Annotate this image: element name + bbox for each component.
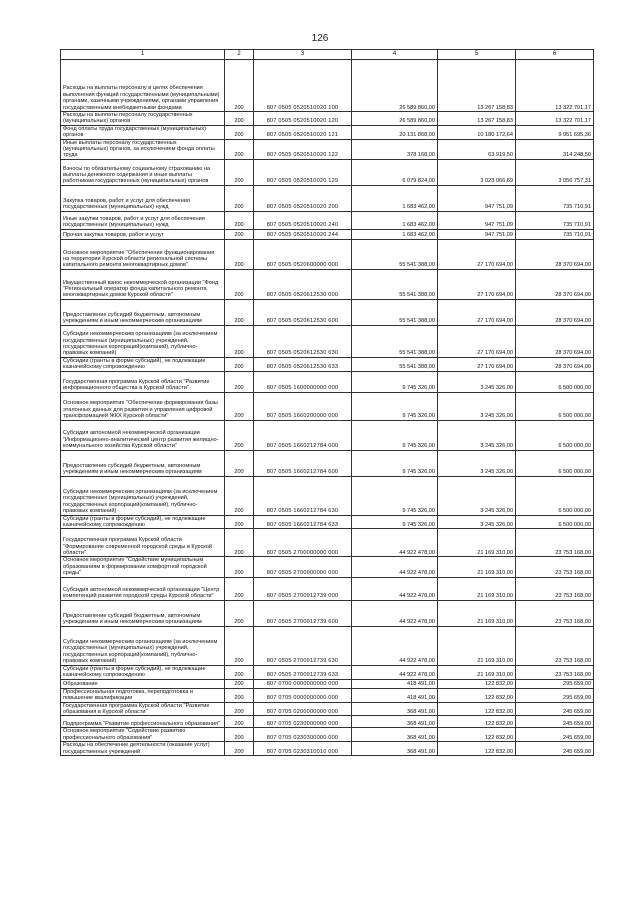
cell-code: 807 0505 0520612530 600 bbox=[254, 299, 352, 325]
cell-code: 807 0505 1660212784 600 bbox=[254, 450, 352, 476]
cell-value-2: 3 245 326,00 bbox=[438, 392, 516, 420]
cell-value-2: 947 751,09 bbox=[438, 229, 516, 239]
cell-name: Подпрограмма "Развитие профессионального образования" bbox=[61, 716, 225, 728]
column-header: 2 bbox=[225, 50, 254, 60]
cell-name: Государственная программа Курской области "Формирование современной городской среды в Курской области" bbox=[61, 529, 225, 557]
cell-value-3: 23 753 168,00 bbox=[516, 665, 594, 679]
cell-grbs: 200 bbox=[225, 239, 254, 269]
cell-value-3: 6 500 000,00 bbox=[516, 476, 594, 515]
cell-grbs: 200 bbox=[225, 702, 254, 716]
cell-grbs: 200 bbox=[225, 450, 254, 476]
cell-code: 807 0705 0230000000 000 bbox=[254, 716, 352, 728]
cell-grbs: 200 bbox=[225, 211, 254, 229]
cell-value-2: 21 169 310,00 bbox=[438, 600, 516, 626]
cell-code: 807 0505 2700000000 000 bbox=[254, 529, 352, 557]
column-header: 4 bbox=[352, 50, 438, 60]
cell-name: Расходы на выплаты персоналу в целях обеспечения выполнения функций государственными (муниципальными) органами, казенными учреждениями, органами управления государственными внебюджетными фондами bbox=[61, 60, 225, 112]
cell-value-1: 368 491,00 bbox=[352, 728, 438, 742]
cell-value-1: 9 745 326,00 bbox=[352, 420, 438, 450]
cell-name: Предоставление субсидий бюджетным, автономным учреждениям и иным некоммерческим организациям bbox=[61, 299, 225, 325]
table-row bbox=[61, 325, 594, 357]
table-row bbox=[61, 515, 594, 529]
cell-value-1: 55 541 388,00 bbox=[352, 269, 438, 299]
cell-value-3: 295 659,00 bbox=[516, 679, 594, 688]
cell-code: 807 0505 0520612530 000 bbox=[254, 269, 352, 299]
cell-value-1: 1 683 462,00 bbox=[352, 211, 438, 229]
cell-value-2: 21 169 310,00 bbox=[438, 577, 516, 600]
cell-grbs: 200 bbox=[225, 476, 254, 515]
cell-value-1: 9 745 326,00 bbox=[352, 392, 438, 420]
cell-grbs: 200 bbox=[225, 716, 254, 728]
cell-value-2: 122 832,00 bbox=[438, 728, 516, 742]
cell-value-1: 55 541 388,00 bbox=[352, 239, 438, 269]
cell-value-1: 44 922 478,00 bbox=[352, 577, 438, 600]
cell-name: Расходы на выплаты персоналу государственных (муниципальных) органов bbox=[61, 112, 225, 126]
cell-grbs: 200 bbox=[225, 139, 254, 159]
cell-value-2: 3 023 066,69 bbox=[438, 159, 516, 185]
cell-code: 807 0505 0520510020 122 bbox=[254, 139, 352, 159]
cell-value-1: 20 131 868,00 bbox=[352, 125, 438, 139]
cell-name: Субсидии некоммерческим организациям (за исключением государственных (муниципальных) учреждений, государственных корпораций(компаний), публично-правовых компаний) bbox=[61, 476, 225, 515]
cell-name: Субсидии (гранты в форме субсидий), не подлежащие казначейскому сопровождению bbox=[61, 665, 225, 679]
table-row bbox=[61, 665, 594, 679]
cell-value-1: 44 922 478,00 bbox=[352, 557, 438, 577]
cell-value-3: 735 710,91 bbox=[516, 229, 594, 239]
cell-value-3: 28 370 694,00 bbox=[516, 239, 594, 269]
cell-value-2: 3 245 326,00 bbox=[438, 420, 516, 450]
cell-value-1: 44 922 478,00 bbox=[352, 529, 438, 557]
cell-grbs: 200 bbox=[225, 299, 254, 325]
column-header: 5 bbox=[438, 50, 516, 60]
cell-value-2: 3 245 326,00 bbox=[438, 371, 516, 392]
cell-value-3: 23 753 168,00 bbox=[516, 529, 594, 557]
cell-value-1: 368 491,00 bbox=[352, 702, 438, 716]
cell-value-1: 55 541 388,00 bbox=[352, 357, 438, 371]
cell-value-3: 28 370 694,00 bbox=[516, 357, 594, 371]
page-number: 126 bbox=[311, 33, 329, 44]
table-row bbox=[61, 742, 594, 756]
cell-value-3: 6 500 000,00 bbox=[516, 420, 594, 450]
cell-name: Субсидия автономной некоммерческой организации "Центр компетенций развития городской среды Курской области" bbox=[61, 577, 225, 600]
cell-name: Образование bbox=[61, 679, 225, 688]
cell-value-3: 314 248,50 bbox=[516, 139, 594, 159]
cell-name: Закупка товаров, работ и услуг для обеспечения государственных (муниципальных) нужд bbox=[61, 185, 225, 211]
cell-value-3: 13 322 701,17 bbox=[516, 112, 594, 126]
cell-value-2: 21 169 310,00 bbox=[438, 529, 516, 557]
cell-value-3: 6 500 000,00 bbox=[516, 392, 594, 420]
cell-value-2: 3 245 326,00 bbox=[438, 476, 516, 515]
cell-grbs: 200 bbox=[225, 577, 254, 600]
cell-value-1: 9 745 326,00 bbox=[352, 450, 438, 476]
cell-code: 807 0505 0520612530 630 bbox=[254, 325, 352, 357]
cell-value-3: 13 322 701,17 bbox=[516, 60, 594, 112]
table-row bbox=[61, 716, 594, 728]
cell-value-1: 368 491,00 bbox=[352, 716, 438, 728]
cell-value-1: 1 683 462,00 bbox=[352, 229, 438, 239]
cell-value-2: 947 751,09 bbox=[438, 211, 516, 229]
cell-code: 807 0505 2700900000 000 bbox=[254, 557, 352, 577]
table-row bbox=[61, 60, 594, 112]
cell-code: 807 0705 0200000000 000 bbox=[254, 702, 352, 716]
cell-grbs: 200 bbox=[225, 420, 254, 450]
cell-name: Государственная программа Курской области "Развитие образования в Курской области" bbox=[61, 702, 225, 716]
cell-name: Профессиональная подготовка, переподготовка и повышение квалификации bbox=[61, 688, 225, 702]
cell-value-3: 6 500 000,00 bbox=[516, 450, 594, 476]
cell-value-3: 245 659,00 bbox=[516, 702, 594, 716]
cell-code: 807 0505 2700912739 000 bbox=[254, 577, 352, 600]
cell-value-1: 44 922 478,00 bbox=[352, 665, 438, 679]
cell-grbs: 200 bbox=[225, 357, 254, 371]
table-row bbox=[61, 420, 594, 450]
cell-value-3: 295 659,00 bbox=[516, 688, 594, 702]
table-row bbox=[61, 688, 594, 702]
table-row bbox=[61, 702, 594, 716]
column-header: 6 bbox=[516, 50, 594, 60]
cell-grbs: 200 bbox=[225, 125, 254, 139]
cell-value-3: 6 500 000,00 bbox=[516, 371, 594, 392]
cell-grbs: 200 bbox=[225, 60, 254, 112]
cell-value-2: 27 170 694,00 bbox=[438, 269, 516, 299]
cell-grbs: 200 bbox=[225, 325, 254, 357]
cell-code: 807 0505 1660212784 000 bbox=[254, 420, 352, 450]
table-row bbox=[61, 299, 594, 325]
cell-value-1: 1 683 462,00 bbox=[352, 185, 438, 211]
cell-value-2: 3 245 326,00 bbox=[438, 450, 516, 476]
cell-value-3: 3 056 757,31 bbox=[516, 159, 594, 185]
cell-value-2: 122 832,00 bbox=[438, 702, 516, 716]
cell-value-2: 27 170 694,00 bbox=[438, 325, 516, 357]
cell-value-3: 23 753 168,00 bbox=[516, 600, 594, 626]
cell-value-3: 735 710,91 bbox=[516, 211, 594, 229]
cell-value-3: 6 500 000,00 bbox=[516, 515, 594, 529]
cell-value-1: 418 491,00 bbox=[352, 688, 438, 702]
cell-value-1: 418 491,00 bbox=[352, 679, 438, 688]
cell-grbs: 200 bbox=[225, 742, 254, 756]
cell-code: 807 0505 2700912739 600 bbox=[254, 600, 352, 626]
cell-value-3: 245 659,00 bbox=[516, 716, 594, 728]
cell-value-2: 122 832,00 bbox=[438, 688, 516, 702]
cell-value-1: 9 745 326,00 bbox=[352, 515, 438, 529]
cell-code: 807 0705 0230310010 000 bbox=[254, 742, 352, 756]
cell-value-2: 21 169 310,00 bbox=[438, 626, 516, 665]
cell-code: 807 0505 1660212784 633 bbox=[254, 515, 352, 529]
cell-value-3: 735 710,91 bbox=[516, 185, 594, 211]
cell-value-2: 947 751,09 bbox=[438, 185, 516, 211]
cell-name: Иные закупки товаров, работ и услуг для обеспечения государственных (муниципальных) нужд bbox=[61, 211, 225, 229]
cell-grbs: 200 bbox=[225, 371, 254, 392]
cell-grbs: 200 bbox=[225, 600, 254, 626]
cell-name: Субсидии некоммерческим организациям (за исключением государственных (муниципальных) учреждений, государственных корпораций(компаний), публично-правовых компаний) bbox=[61, 325, 225, 357]
table-row bbox=[61, 600, 594, 626]
table-row bbox=[61, 269, 594, 299]
cell-name: Государственная программа Курской области "Развитие информационного общества в Курской области" bbox=[61, 371, 225, 392]
cell-code: 807 0705 0000000000 000 bbox=[254, 688, 352, 702]
cell-name: Основное мероприятие "Содействие муниципальным образованиям в формировании комфортной городской среды" bbox=[61, 557, 225, 577]
cell-name: Субсидии (гранты в форме субсидий), не подлежащие казначейскому сопровождению bbox=[61, 515, 225, 529]
table-body bbox=[61, 60, 594, 756]
table-row bbox=[61, 185, 594, 211]
table-row bbox=[61, 450, 594, 476]
cell-grbs: 200 bbox=[225, 112, 254, 126]
cell-value-1: 26 589 860,00 bbox=[352, 60, 438, 112]
cell-value-2: 27 170 694,00 bbox=[438, 357, 516, 371]
cell-value-2: 21 169 310,00 bbox=[438, 557, 516, 577]
table-row bbox=[61, 139, 594, 159]
cell-name: Иные выплаты персоналу государственных (муниципальных) органов, за исключением фонда оплаты труда bbox=[61, 139, 225, 159]
table-row bbox=[61, 211, 594, 229]
cell-grbs: 200 bbox=[225, 529, 254, 557]
cell-code: 807 0505 2700912739 630 bbox=[254, 626, 352, 665]
cell-code: 807 0505 1660212784 630 bbox=[254, 476, 352, 515]
cell-code: 807 0505 1600000000 000 bbox=[254, 371, 352, 392]
cell-code: 807 0505 0520510020 240 bbox=[254, 211, 352, 229]
cell-code: 807 0505 0520510020 100 bbox=[254, 60, 352, 112]
cell-grbs: 200 bbox=[225, 626, 254, 665]
cell-value-2: 21 169 310,00 bbox=[438, 665, 516, 679]
cell-value-2: 63 919,50 bbox=[438, 139, 516, 159]
cell-value-2: 13 267 158,83 bbox=[438, 60, 516, 112]
cell-name: Основное мероприятие "Обеспечение функционирования на территории Курской области региональной системы капитального ремонта многоквартирных домов" bbox=[61, 239, 225, 269]
cell-name: Субсидии (гранты в форме субсидий), не подлежащие казначейскому сопровождению bbox=[61, 357, 225, 371]
cell-value-3: 23 753 168,00 bbox=[516, 577, 594, 600]
table-row bbox=[61, 577, 594, 600]
cell-code: 807 0505 0520510020 121 bbox=[254, 125, 352, 139]
cell-value-1: 44 922 478,00 bbox=[352, 600, 438, 626]
cell-value-3: 245 659,00 bbox=[516, 728, 594, 742]
cell-code: 807 0505 0520510020 120 bbox=[254, 112, 352, 126]
cell-name: Предоставление субсидий бюджетным, автономным учреждениям и иным некоммерческим организациям bbox=[61, 600, 225, 626]
cell-name: Субсидия автономной некоммерческой организации "Информационно-аналитический центр развития жилищно-коммунального хозяйства Курской области" bbox=[61, 420, 225, 450]
cell-value-1: 368 491,00 bbox=[352, 742, 438, 756]
cell-code: 807 0505 0520600000 000 bbox=[254, 239, 352, 269]
cell-grbs: 200 bbox=[225, 269, 254, 299]
cell-value-2: 10 180 172,64 bbox=[438, 125, 516, 139]
table-row bbox=[61, 392, 594, 420]
cell-value-1: 6 079 824,00 bbox=[352, 159, 438, 185]
cell-code: 807 0705 0230300000 000 bbox=[254, 728, 352, 742]
budget-table bbox=[60, 49, 594, 756]
cell-name: Основное мероприятие "Содействие развитию профессионального образования" bbox=[61, 728, 225, 742]
cell-name: Предоставление субсидий бюджетным, автономным учреждениям и иным некоммерческим организациям bbox=[61, 450, 225, 476]
cell-value-2: 122 832,00 bbox=[438, 679, 516, 688]
cell-value-3: 28 370 694,00 bbox=[516, 269, 594, 299]
cell-code: 807 0505 1660200000 000 bbox=[254, 392, 352, 420]
table-row bbox=[61, 357, 594, 371]
cell-name: Взносы по обязательному социальному страхованию на выплаты денежного содержания и иные выплаты работникам государственных (муниципальных) органов bbox=[61, 159, 225, 185]
cell-grbs: 200 bbox=[225, 665, 254, 679]
cell-value-3: 9 951 695,36 bbox=[516, 125, 594, 139]
table-row bbox=[61, 371, 594, 392]
table-row bbox=[61, 239, 594, 269]
cell-value-2: 122 832,00 bbox=[438, 742, 516, 756]
cell-value-3: 28 370 694,00 bbox=[516, 299, 594, 325]
table-row bbox=[61, 679, 594, 688]
cell-code: 807 0505 0520612530 633 bbox=[254, 357, 352, 371]
cell-code: 807 0505 0520510020 244 bbox=[254, 229, 352, 239]
cell-value-3: 23 753 168,00 bbox=[516, 557, 594, 577]
cell-code: 807 0505 2700912739 633 bbox=[254, 665, 352, 679]
cell-value-1: 44 922 478,00 bbox=[352, 626, 438, 665]
table-row bbox=[61, 728, 594, 742]
cell-value-1: 55 541 388,00 bbox=[352, 325, 438, 357]
cell-name: Прочая закупка товаров, работ и услуг bbox=[61, 229, 225, 239]
cell-value-1: 378 168,00 bbox=[352, 139, 438, 159]
cell-grbs: 200 bbox=[225, 229, 254, 239]
cell-value-2: 122 832,00 bbox=[438, 716, 516, 728]
cell-value-3: 28 370 694,00 bbox=[516, 325, 594, 357]
cell-name: Субсидии некоммерческим организациям (за исключением государственных (муниципальных) учреждений, государственных корпораций(компаний), публично-правовых компаний) bbox=[61, 626, 225, 665]
column-header: 3 bbox=[254, 50, 352, 60]
cell-grbs: 200 bbox=[225, 392, 254, 420]
table-row bbox=[61, 529, 594, 557]
table-row bbox=[61, 159, 594, 185]
cell-grbs: 200 bbox=[225, 557, 254, 577]
cell-grbs: 200 bbox=[225, 688, 254, 702]
cell-value-1: 55 541 388,00 bbox=[352, 299, 438, 325]
cell-name: Имущественный взнос некоммерческой организации "Фонд "Региональный оператор фонда капитального ремонта многоквартирных домов Курской области" bbox=[61, 269, 225, 299]
cell-name: Фонд оплаты труда государственных (муниципальных) органов bbox=[61, 125, 225, 139]
cell-name: Основное мероприятие "Обеспечение формирования базы эталонных данных для развития и управления цифровой трансформацией ЖКХ Курской области" bbox=[61, 392, 225, 420]
cell-grbs: 200 bbox=[225, 185, 254, 211]
cell-value-3: 245 659,00 bbox=[516, 742, 594, 756]
cell-grbs: 200 bbox=[225, 515, 254, 529]
table-row bbox=[61, 229, 594, 239]
cell-code: 807 0505 0520510020 129 bbox=[254, 159, 352, 185]
cell-grbs: 200 bbox=[225, 728, 254, 742]
column-header: 1 bbox=[61, 50, 225, 60]
cell-value-2: 27 170 694,00 bbox=[438, 239, 516, 269]
header-row bbox=[61, 50, 594, 60]
cell-grbs: 200 bbox=[225, 679, 254, 688]
table-row bbox=[61, 125, 594, 139]
cell-code: 807 0505 0520510020 200 bbox=[254, 185, 352, 211]
table-row bbox=[61, 112, 594, 126]
table-row bbox=[61, 557, 594, 577]
cell-value-2: 27 170 694,00 bbox=[438, 299, 516, 325]
table-row bbox=[61, 476, 594, 515]
cell-code: 807 0700 0000000000 000 bbox=[254, 679, 352, 688]
cell-name: Расходы на обеспечение деятельности (оказание услуг) государственных учреждений bbox=[61, 742, 225, 756]
cell-value-1: 9 745 326,00 bbox=[352, 371, 438, 392]
cell-value-3: 23 753 168,00 bbox=[516, 626, 594, 665]
cell-value-2: 13 267 158,83 bbox=[438, 112, 516, 126]
cell-value-2: 3 245 326,00 bbox=[438, 515, 516, 529]
cell-value-1: 26 589 860,00 bbox=[352, 112, 438, 126]
cell-grbs: 200 bbox=[225, 159, 254, 185]
cell-value-1: 9 745 326,00 bbox=[352, 476, 438, 515]
table-row bbox=[61, 626, 594, 665]
